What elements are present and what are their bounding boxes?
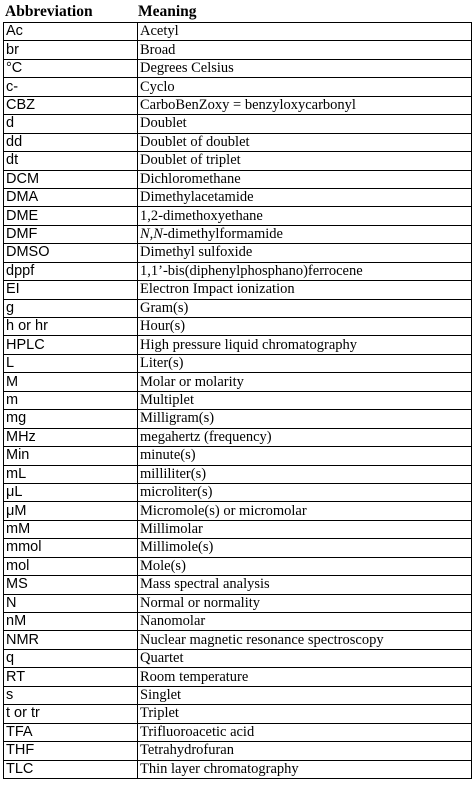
table-row <box>4 23 472 41</box>
meaning-cell: Doublet of triplet <box>138 152 472 170</box>
abbreviation-table-container <box>3 3 472 779</box>
table-row <box>4 502 472 520</box>
table-row <box>4 78 472 96</box>
abbreviation-cell: br <box>4 41 138 59</box>
abbreviation-cell: DME <box>4 207 138 225</box>
table-row <box>4 152 472 170</box>
abbreviation-cell: °C <box>4 59 138 77</box>
meaning-cell: Acetyl <box>138 23 472 41</box>
abbreviation-cell: d <box>4 115 138 133</box>
meaning-cell: Quartet <box>138 649 472 667</box>
table-row <box>4 41 472 59</box>
table-row <box>4 262 472 280</box>
meaning-text: -dimethylformamide <box>162 226 283 243</box>
meaning-cell: High pressure liquid chromatography <box>138 336 472 354</box>
meaning-cell: Milligram(s) <box>138 410 472 428</box>
meaning-cell: Dimethylacetamide <box>138 188 472 206</box>
table-row <box>4 96 472 114</box>
table-row <box>4 576 472 594</box>
meaning-cell: Nuclear magnetic resonance spectroscopy <box>138 631 472 649</box>
meaning-cell: Broad <box>138 41 472 59</box>
meaning-cell: Singlet <box>138 686 472 704</box>
abbreviation-cell: CBZ <box>4 96 138 114</box>
table-row <box>4 447 472 465</box>
abbreviation-cell: TLC <box>4 760 138 778</box>
table-body <box>4 23 472 779</box>
table-row <box>4 391 472 409</box>
table-row <box>4 115 472 133</box>
abbreviation-cell: MHz <box>4 428 138 446</box>
meaning-cell: CarboBenZoxy = benzyloxycarbonyl <box>138 96 472 114</box>
abbreviation-cell: dt <box>4 152 138 170</box>
abbreviation-cell: mL <box>4 465 138 483</box>
meaning-cell: Cyclo <box>138 78 472 96</box>
meaning-cell: Multiplet <box>138 391 472 409</box>
meaning-cell: Mass spectral analysis <box>138 576 472 594</box>
table-row <box>4 594 472 612</box>
meaning-cell: Doublet <box>138 115 472 133</box>
table-row <box>4 649 472 667</box>
abbreviation-cell: mg <box>4 410 138 428</box>
table-row <box>4 410 472 428</box>
meaning-cell: 1,1’-bis(diphenylphosphano)ferrocene <box>138 262 472 280</box>
meaning-cell: Hour(s) <box>138 318 472 336</box>
table-row <box>4 483 472 501</box>
abbreviation-cell: μM <box>4 502 138 520</box>
abbreviation-cell: mM <box>4 520 138 538</box>
meaning-cell: Mole(s) <box>138 557 472 575</box>
abbreviation-cell: M <box>4 373 138 391</box>
abbreviation-cell: dppf <box>4 262 138 280</box>
meaning-cell: microliter(s) <box>138 483 472 501</box>
meaning-italic-prefix: N,N <box>140 226 163 243</box>
abbreviation-cell: s <box>4 686 138 704</box>
table-row <box>4 59 472 77</box>
meaning-cell: minute(s) <box>138 447 472 465</box>
meaning-cell: Millimole(s) <box>138 539 472 557</box>
abbreviation-cell: TFA <box>4 723 138 741</box>
meaning-column-header: Meaning <box>138 3 197 20</box>
table-row <box>4 318 472 336</box>
table-row <box>4 170 472 188</box>
meaning-cell: Thin layer chromatography <box>138 760 472 778</box>
table-row <box>4 225 472 243</box>
table-row <box>4 539 472 557</box>
meaning-cell: Dichloromethane <box>138 170 472 188</box>
abbreviation-cell: g <box>4 299 138 317</box>
meaning-cell: Gram(s) <box>138 299 472 317</box>
meaning-cell: Trifluoroacetic acid <box>138 723 472 741</box>
abbreviation-cell: DMSO <box>4 244 138 262</box>
meaning-cell: Millimolar <box>138 520 472 538</box>
meaning-cell: Nanomolar <box>138 613 472 631</box>
abbreviation-cell: m <box>4 391 138 409</box>
abbreviation-cell: t or tr <box>4 705 138 723</box>
abbreviation-cell: mmol <box>4 539 138 557</box>
abbreviation-cell: MS <box>4 576 138 594</box>
abbreviation-cell: THF <box>4 742 138 760</box>
abbreviation-cell: mol <box>4 557 138 575</box>
meaning-cell: Electron Impact ionization <box>138 281 472 299</box>
table-header <box>3 3 472 22</box>
table-row <box>4 244 472 262</box>
meaning-cell: Dimethyl sulfoxide <box>138 244 472 262</box>
abbreviation-cell: DMF <box>4 225 138 243</box>
abbreviation-cell: N <box>4 594 138 612</box>
table-row <box>4 428 472 446</box>
table-row <box>4 631 472 649</box>
table-row <box>4 742 472 760</box>
meaning-cell: Micromole(s) or micromolar <box>138 502 472 520</box>
abbreviation-cell: nM <box>4 613 138 631</box>
abbreviation-cell: L <box>4 354 138 372</box>
table-row <box>4 465 472 483</box>
abbreviation-column-header: Abbreviation <box>5 3 93 20</box>
abbreviation-cell: c- <box>4 78 138 96</box>
table-row <box>4 686 472 704</box>
meaning-cell: milliliter(s) <box>138 465 472 483</box>
abbreviation-cell: DCM <box>4 170 138 188</box>
meaning-cell: 1,2-dimethoxyethane <box>138 207 472 225</box>
table-row <box>4 281 472 299</box>
meaning-cell: Normal or normality <box>138 594 472 612</box>
meaning-cell: megahertz (frequency) <box>138 428 472 446</box>
abbreviation-cell: h or hr <box>4 318 138 336</box>
abbreviation-cell: HPLC <box>4 336 138 354</box>
abbreviation-cell: RT <box>4 668 138 686</box>
abbreviation-cell: Min <box>4 447 138 465</box>
abbreviation-cell: μL <box>4 483 138 501</box>
meaning-cell: Room temperature <box>138 668 472 686</box>
meaning-cell: Triplet <box>138 705 472 723</box>
table-row <box>4 613 472 631</box>
meaning-cell: Degrees Celsius <box>138 59 472 77</box>
table-row <box>4 705 472 723</box>
table-row <box>4 299 472 317</box>
table-row <box>4 373 472 391</box>
abbreviation-cell: q <box>4 649 138 667</box>
abbreviation-table <box>3 22 472 779</box>
abbreviation-cell: DMA <box>4 188 138 206</box>
abbreviation-cell: Ac <box>4 23 138 41</box>
table-row <box>4 520 472 538</box>
table-row <box>4 668 472 686</box>
table-row <box>4 207 472 225</box>
table-row <box>4 133 472 151</box>
abbreviation-cell: EI <box>4 281 138 299</box>
table-row <box>4 723 472 741</box>
table-row <box>4 188 472 206</box>
meaning-cell: Molar or molarity <box>138 373 472 391</box>
table-row <box>4 557 472 575</box>
abbreviation-cell: NMR <box>4 631 138 649</box>
meaning-cell: Liter(s) <box>138 354 472 372</box>
table-row <box>4 336 472 354</box>
meaning-cell: Doublet of doublet <box>138 133 472 151</box>
meaning-cell: Tetrahydrofuran <box>138 742 472 760</box>
table-row <box>4 760 472 778</box>
abbreviation-cell: dd <box>4 133 138 151</box>
table-row <box>4 354 472 372</box>
meaning-cell <box>138 225 472 243</box>
